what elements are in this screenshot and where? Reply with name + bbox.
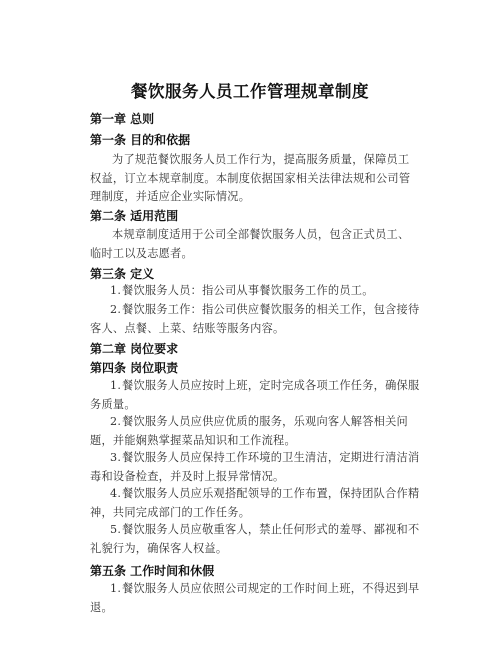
chapter-1-heading: 第一章 总则 xyxy=(90,112,155,126)
page-title: 餐饮服务人员工作管理规章制度 xyxy=(131,82,369,101)
article-3-heading: 第三条 定义 xyxy=(90,267,155,281)
list-item xyxy=(90,521,420,558)
list-number: 4. xyxy=(110,487,122,500)
list-item xyxy=(90,377,420,414)
list-text: 餐饮服务人员应供应优质的服务，乐观向客人解答相关问题，并能娴熟掌握菜品知识和工作流程。 xyxy=(90,415,408,447)
list-item xyxy=(90,580,420,617)
list-number: 3. xyxy=(110,451,122,464)
article-1-body xyxy=(90,151,420,207)
article-2-text: 本规章制度适用于公司全部餐饮服务人员，包含正式员工、临时工以及志愿者。 xyxy=(90,228,410,260)
list-item xyxy=(90,301,420,338)
article-1-text: 为了规范餐饮服务人员工作行为，提高服务质量，保障员工权益，订立本规章制度。本制度依据国家相关法律法规和公司管理制度，并适应企业实际情况。 xyxy=(90,153,411,203)
list-item xyxy=(90,485,420,522)
list-text: 餐饮服务工作：指公司供应餐饮服务的相关工作，包含接待客人、点餐、上菜、结账等服务内容。 xyxy=(90,303,420,335)
article-2-body xyxy=(90,226,420,263)
list-text: 餐饮服务人员应依照公司规定的工作时间上班，不得迟到早退。 xyxy=(90,582,420,614)
chapter-2-heading: 第二章 岗位要求 xyxy=(90,342,179,356)
list-number: 5. xyxy=(110,523,122,536)
list-item xyxy=(90,449,420,486)
list-number: 2. xyxy=(110,303,122,316)
article-1-heading: 第一条 目的和依据 xyxy=(90,133,191,147)
list-number: 1. xyxy=(110,379,122,392)
list-text: 餐饮服务人员应敬重客人，禁止任何形式的羞辱、鄙视和不礼貌行为，确保客人权益。 xyxy=(90,523,420,555)
list-text: 餐饮服务人员：指公司从事餐饮服务工作的员工。 xyxy=(122,284,374,297)
list-item xyxy=(90,413,420,450)
list-number: 1. xyxy=(110,284,122,297)
list-number: 2. xyxy=(110,415,122,428)
article-5-heading: 第五条 工作时间和休假 xyxy=(90,564,215,578)
list-item xyxy=(90,282,420,301)
list-text: 餐饮服务人员应保持工作环境的卫生清洁，定期进行清洁消毒和设备检查，并及时上报异常情况。 xyxy=(90,451,420,483)
article-4-heading: 第四条 岗位职责 xyxy=(90,361,179,375)
list-number: 1. xyxy=(110,582,122,595)
list-text: 餐饮服务人员应按时上班，定时完成各项工作任务，确保服务质量。 xyxy=(90,379,420,411)
list-text: 餐饮服务人员应乐观搭配领导的工作布置，保持团队合作精神，共同完成部门的工作任务。 xyxy=(90,487,420,519)
article-2-heading: 第二条 适用范围 xyxy=(90,209,179,223)
